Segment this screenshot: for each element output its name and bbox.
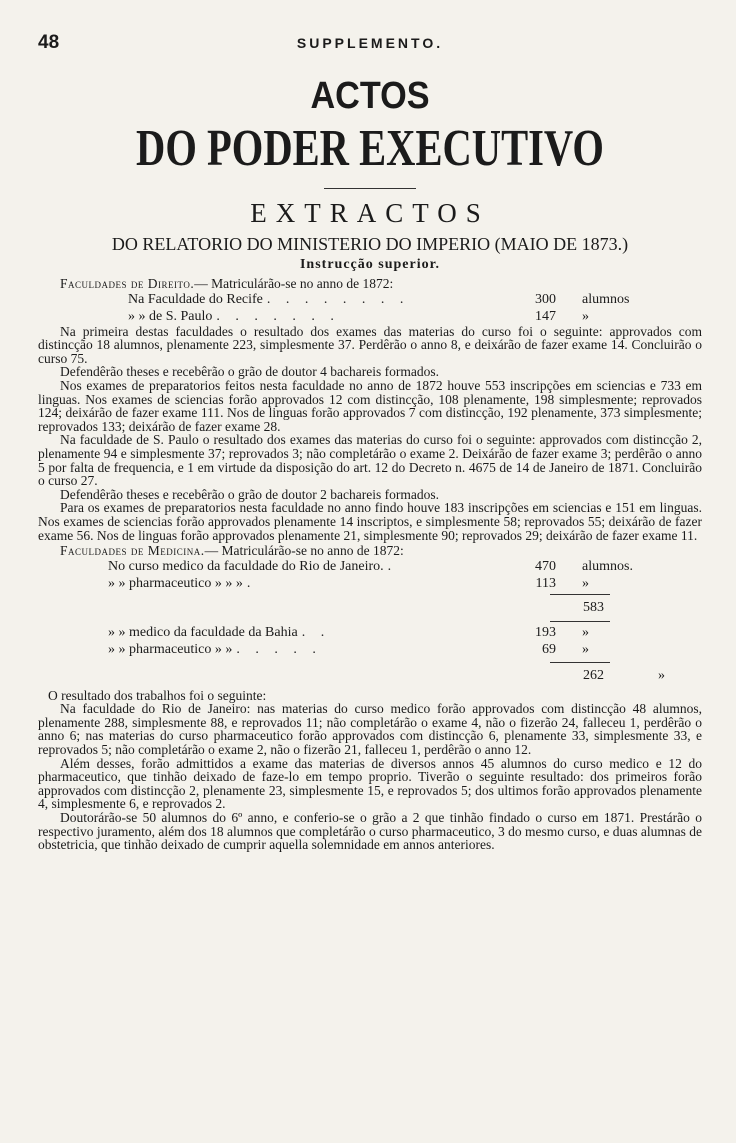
paragraph: Defendêrão theses e recebêrão o grão de doutor 4 bachareis formados. [60,364,439,380]
direito-table [38,291,702,325]
page-number: 48 [38,32,60,53]
direito-heading: Faculdades de Direito. [60,276,195,291]
direito-intro-text: — Matriculárão-se no anno de 1872: [194,276,394,291]
paragraph: Nos exames de preparatorios feitos nesta faculdade no anno de 1872 houve 553 inscripções em sciencias e 733 em linguas. Nos exames de sciencias forão approvados 12 com distincção, 108 plenamente, 198 simplesmente; reprovados 124; deixárão de fazer exame 111. Nos de linguas forão approvados 7 com distincção, 192 plenamente, 373 simplesmente; reprovados 133; deixárão de fazer exame 28. [38,377,702,434]
medicina-table [38,558,702,685]
paragraph: Defendêrão theses e recebêrão o grão de doutor 2 bachareis formados. [60,486,439,502]
paragraph: Para os exames de preparatorios nesta faculdade no anno findo houve 183 inscripções em sciencias e 151 em linguas. Nos exames de sciencias forão approvados plenamente 14 inscriptos, e simplesmente 58; reprovados 55; deixárão de fazer exame 56. Nos de linguas forão approvados plenamente 21, simplesmente 90; reprovados 29; deixárão de fazer exame 11. [38,500,702,543]
running-title: SUPPLEMENTO. [296,35,444,51]
paragraph: Na primeira destas faculdades o resultado dos exames das materias do curso foi o seguinte: approvados com distincção 18 alumnos, plenamente 223, simplesmente 37. Perdêrão o anno 8, e deixárão de fazer exame 14. Concluirão o curso 75. [38,323,702,366]
paragraph: Na faculdade do Rio de Janeiro: nas materias do curso medico forão approvados com distincção 48 alumnos, plenamente 288, simplesmente 88, e reprovados 11; não completárão o exame 4, não o fizerão 24, falleceu 1, perdêrão o anno 6; nas materias do curso pharmaceutico forão approvados com distincção 6, plenamente 33, simplesmente 33, e reprovados 5; não completárão o exame 2, não o fizerão 21, falleceu 1, perdêrão o anno 12. [38,701,702,758]
title-rule [324,188,416,189]
section-heading: Instrucção superior. [299,257,441,272]
table-row: Na Faculdade do Recife . . . . . . . . 300 alumnos [128,291,630,307]
medicina-heading: Faculdades de Medicina. [60,543,205,559]
table-row: » » medico da faculdade da Bahia . . 193 » [108,624,589,640]
paragraph: Na faculdade de S. Paulo o resultado dos exames das materias do curso foi o seguinte: approvados com distincção 2, plenamente 94 e simplesmente 37; reprovados 3; não completárão o exame 2. Deixárão de fazer exame 3; perdêrão o anno 5 por falta de frequencia, e 1 em virtude da disposição do art. 12 do Decreto n. 4675 de 14 de Janeiro de 1871. Concluirão o curso 27. [38,432,702,489]
title-line-2: DO PODER EXECUTIVO [136,120,604,177]
title-line-1: ACTOS [310,75,430,117]
sum-rule [550,621,610,622]
table-row: » » pharmaceutico » » . . . . . 69 » [108,641,589,657]
result-intro: O resultado dos trabalhos foi o seguinte: [48,687,267,703]
page [38,32,702,852]
title-extractos: EXTRACTOS [250,198,490,228]
subtotal-bahia: 262 » [583,667,665,683]
title-report: DO RELATORIO DO MINISTERIO DO IMPERIO (MAIO DE 1873.) [111,234,629,254]
table-row: No curso medico da faculdade do Rio de Janeiro. . 470 alumnos. [108,558,633,574]
paragraph: Além desses, forão admittidos a exame das materias de diversos annos 45 alumnos do curso medico e 12 do pharmaceutico, que tinhão deixado de faze-lo em tempo proprio. Tiverão o seguinte resultado: dos primeiros forão approvados com distincção 2, plenamente 23, simplesmente 15, e reprovados 5; dos ultimos forão approvados plenamente 4, simplesmente 6, e reprovados 2. [38,755,702,812]
subtotal-rio: 583 [583,599,604,615]
sum-rule [550,662,610,663]
table-row: » » pharmaceutico » » » . 113 » [108,575,589,591]
sum-rule [550,594,610,595]
running-header [38,32,702,54]
paragraph: Doutorárão-se 50 alumnos do 6º anno, e conferio-se o grão a 2 que tinhão findado o curso em 1871. Prestárão o respectivo juramento, além dos 18 alumnos que completárão o curso pharmaceutico, 3 do mesmo curso, e duas alumnas de obstetricia, que tinhão deixado de cumprir aquella solemnidade em annos anteriores. [38,810,702,853]
medicina-intro-text: — Matriculárão-se no anno de 1872: [204,543,404,559]
medicina-intro [38,544,702,558]
table-row: » » de S. Paulo . . . . . . . 147 » [128,308,589,324]
direito-intro [38,277,702,291]
